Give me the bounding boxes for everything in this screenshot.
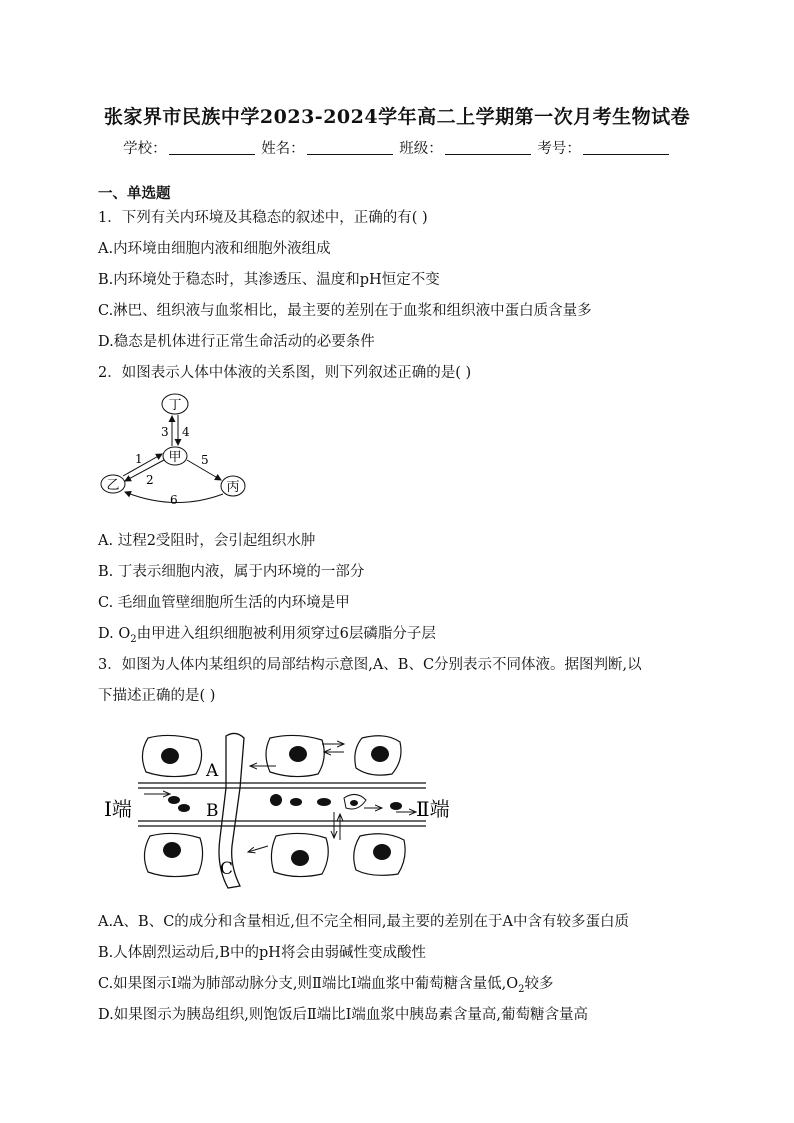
q2-stem: 2．如图表示人体中体液的关系图，则下列叙述正确的是( ) (98, 365, 472, 381)
label-c: C (220, 859, 234, 879)
node-jia-label: 甲 (168, 450, 182, 465)
q2-option-c: C. 毛细血管壁细胞所生活的内环境是甲 (98, 595, 350, 611)
q3-option-a: A.A、B、C的成分和含量相近,但不完全相同,最主要的差别在于A中含有较多蛋白质 (98, 914, 629, 930)
q2-option-d-post: 由甲进入组织细胞被利用须穿过6层磷脂分子层 (136, 626, 436, 642)
q3-option-c-post: 较多 (524, 976, 554, 992)
cell-nucleus (163, 842, 181, 858)
q3-stem-line1: 3．如图为人体内某组织的局部结构示意图,A、B、C分别表示不同体液。据图判断,以 (98, 657, 642, 673)
name-field[interactable] (307, 140, 393, 155)
label-end-1: Ⅰ端 (104, 797, 132, 821)
q3-option-c (98, 972, 553, 995)
label-end-2: Ⅱ端 (416, 797, 450, 821)
blood-cell (270, 794, 282, 806)
blood-cell (317, 798, 331, 806)
number-field[interactable] (583, 140, 669, 155)
q3-option-c-pre: C.如果图示Ⅰ端为肺部动脉分支,则Ⅱ端比Ⅰ端血浆中葡萄糖含量低,O (98, 976, 519, 992)
q1-stem: 1．下列有关内环境及其稳态的叙述中，正确的有( ) (98, 210, 428, 226)
cell-nucleus (289, 746, 307, 762)
q1-option-b: B.内环境处于稳态时，其渗透压、温度和pH恒定不变 (98, 272, 440, 288)
q2-option-b: B. 丁表示细胞内液，属于内环境的一部分 (98, 564, 365, 580)
q3-stem-line2: 下描述正确的是( ) (98, 688, 216, 704)
cell-nucleus (161, 748, 179, 764)
label-a: A (206, 761, 219, 781)
number-label: 考号： (537, 141, 581, 157)
q2-option-a: A. 过程2受阻时，会引起组织水肿 (98, 533, 316, 549)
blood-cell (178, 804, 190, 812)
label-1: 1 (135, 452, 143, 466)
blood-cell (390, 802, 402, 810)
section-title: 一、单选题 (98, 185, 171, 202)
blood-cell (168, 796, 180, 804)
lymph-arrow-bottom (248, 846, 268, 852)
blood-cell (290, 798, 302, 806)
q3-option-c-sub: 2 (518, 983, 525, 995)
label-5: 5 (201, 453, 209, 467)
class-field[interactable] (445, 140, 531, 155)
q2-option-d-pre: D. O (98, 626, 131, 642)
cell-nucleus (291, 850, 309, 866)
tissue-structure-diagram (100, 728, 460, 892)
label-3: 3 (161, 425, 169, 439)
q3-option-b: B.人体剧烈运动后,B中的pH将会由弱碱性变成酸性 (98, 945, 426, 961)
label-4: 4 (182, 425, 190, 439)
q2-option-d (98, 622, 436, 645)
student-info-row (0, 137, 794, 158)
exam-title: 张家界市民族中学2023-2024学年高二上学期第一次月考生物试卷 (103, 106, 691, 128)
label-2: 2 (146, 473, 154, 487)
body-fluid-relation-diagram (95, 388, 255, 510)
cell-nucleus (373, 844, 391, 860)
q1-option-c: C.淋巴、组织液与血浆相比，最主要的差别在于血浆和组织液中蛋白质含量多 (98, 303, 592, 319)
cell-nucleus (371, 746, 389, 762)
q3-option-d: D.如果图示为胰岛组织,则饱饭后Ⅱ端比Ⅰ端血浆中胰岛素含量高,葡萄糖含量高 (98, 1007, 589, 1023)
node-yi-label: 乙 (106, 478, 120, 493)
q1-option-a: A.内环境由细胞内液和细胞外液组成 (98, 241, 331, 257)
blood-cell (350, 800, 358, 806)
node-bing-label: 丙 (226, 480, 240, 495)
label-b: B (206, 801, 219, 821)
class-label: 班级： (399, 141, 443, 157)
node-ding-label: 丁 (168, 398, 182, 413)
name-label: 姓名： (261, 141, 305, 157)
q2-option-d-sub: 2 (130, 633, 137, 645)
school-field[interactable] (169, 140, 255, 155)
school-label: 学校： (123, 141, 167, 157)
arrow-2 (125, 460, 164, 481)
q1-option-d: D.稳态是机体进行正常生命活动的必要条件 (98, 334, 375, 350)
label-6: 6 (170, 493, 178, 507)
